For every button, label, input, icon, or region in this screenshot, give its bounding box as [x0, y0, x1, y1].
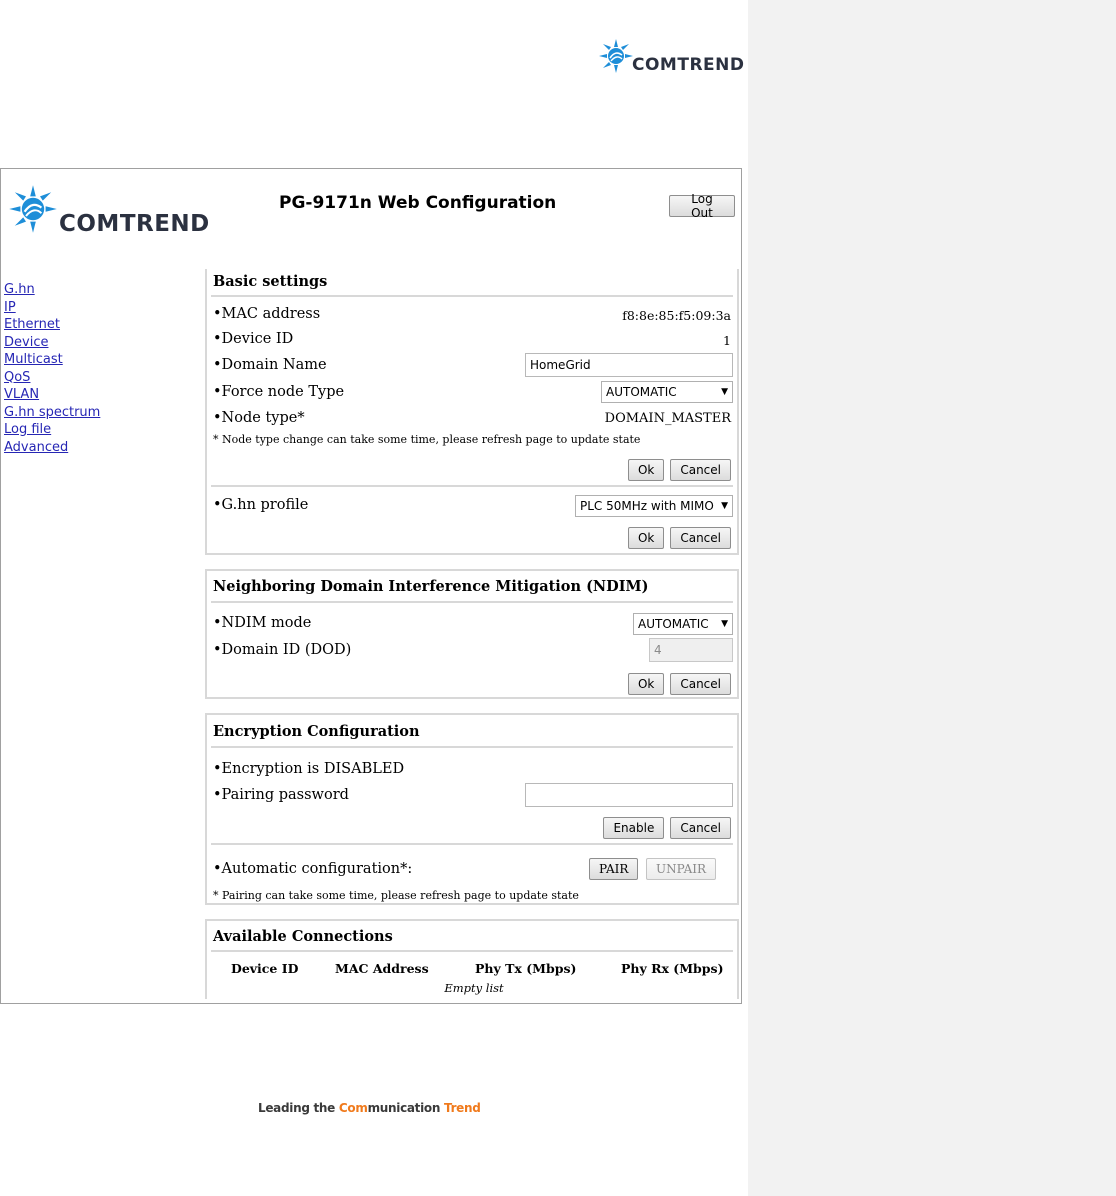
pairing-password-label: •Pairing password	[213, 787, 349, 803]
device-id-value: 1	[723, 333, 731, 348]
ndim-mode-label: •NDIM mode	[213, 615, 312, 631]
nav-link-multicast[interactable]: Multicast	[4, 352, 63, 367]
ndim-button-row	[628, 673, 731, 695]
pair-button[interactable]: PAIR	[589, 858, 638, 880]
comtrend-burst-icon	[5, 181, 61, 237]
select-value: PLC 50MHz with MIMO	[580, 499, 714, 513]
cancel-button[interactable]: Cancel	[670, 673, 731, 695]
divider	[211, 746, 733, 748]
mac-address-label: •MAC address	[213, 306, 321, 322]
logout-button[interactable]: Log Out	[669, 195, 735, 217]
domain-name-input[interactable]	[525, 353, 733, 377]
mac-address-value: f8:8e:85:f5:09:3a	[622, 308, 731, 323]
automatic-configuration-label: •Automatic configuration*:	[213, 861, 413, 877]
section-title: Encryption Configuration	[213, 723, 420, 740]
ghn-profile-select[interactable]	[575, 495, 733, 517]
divider	[211, 601, 733, 603]
divider	[211, 295, 733, 297]
domain-name-label: •Domain Name	[213, 357, 327, 373]
tagline-part: munication	[367, 1101, 444, 1115]
pairing-note: * Pairing can take some time, please refresh page to update state	[213, 889, 579, 902]
pairing-password-input[interactable]	[525, 783, 733, 807]
node-type-value: DOMAIN_MASTER	[604, 411, 731, 426]
empty-list-text: Empty list	[444, 981, 504, 995]
section-title: Available Connections	[213, 928, 393, 945]
column-header-phy-rx: Phy Rx (Mbps)	[621, 961, 724, 976]
encryption-status: •Encryption is DISABLED	[213, 761, 405, 777]
device-id-label: •Device ID	[213, 331, 294, 347]
page-title: PG-9171n Web Configuration	[279, 193, 557, 213]
encryption-section	[205, 713, 739, 905]
chevron-down-icon: ▼	[721, 619, 728, 629]
column-header-device-id: Device ID	[231, 961, 299, 976]
basic-button-row	[628, 459, 731, 481]
footer-tagline	[258, 1101, 481, 1115]
nav-link-log-file[interactable]: Log file	[4, 422, 52, 437]
encryption-button-row	[603, 817, 731, 839]
divider	[211, 843, 733, 845]
nav-link-device[interactable]: Device	[4, 334, 49, 350]
brand-wordmark: COMTREND	[59, 211, 210, 237]
force-node-type-label: •Force node Type	[213, 384, 345, 400]
unpair-button[interactable]: UNPAIR	[646, 858, 716, 880]
domain-id-input[interactable]	[649, 638, 733, 662]
node-type-label: •Node type*	[213, 410, 305, 426]
select-value: AUTOMATIC	[606, 385, 677, 399]
page-margin-band	[748, 0, 1116, 1196]
cancel-button[interactable]: Cancel	[670, 459, 731, 481]
connections-section	[205, 919, 739, 999]
chevron-down-icon: ▼	[721, 387, 728, 397]
domain-id-label: •Domain ID (DOD)	[213, 642, 352, 658]
nav-link-ethernet[interactable]: Ethernet	[4, 317, 60, 332]
node-type-note: * Node type change can take some time, please refresh page to update state	[213, 433, 641, 446]
profile-button-row	[628, 527, 731, 549]
comtrend-logo	[5, 181, 210, 237]
select-value: AUTOMATIC	[638, 617, 709, 631]
cancel-button[interactable]: Cancel	[670, 817, 731, 839]
basic-settings-section	[205, 269, 739, 555]
nav-link-ghn-spectrum[interactable]: G.hn spectrum	[4, 404, 101, 420]
column-header-mac-address: MAC Address	[335, 961, 429, 976]
chevron-down-icon: ▼	[721, 501, 728, 511]
section-title: Basic settings	[213, 273, 328, 290]
nav-link-advanced[interactable]: Advanced	[4, 439, 69, 455]
ghn-profile-label: •G.hn profile	[213, 497, 309, 513]
cancel-button[interactable]: Cancel	[670, 527, 731, 549]
ok-button[interactable]: Ok	[628, 527, 664, 549]
tagline-highlight: Com	[338, 1101, 368, 1115]
tagline-part: Leading the	[258, 1101, 339, 1115]
nav-link-qos[interactable]: QoS	[4, 369, 31, 385]
nav-link-ghn[interactable]: G.hn	[4, 282, 35, 297]
ndim-mode-select[interactable]	[633, 613, 733, 635]
force-node-type-select[interactable]	[601, 381, 733, 403]
comtrend-logo-top	[596, 36, 744, 76]
ndim-section	[205, 569, 739, 699]
divider	[211, 950, 733, 952]
column-header-phy-tx: Phy Tx (Mbps)	[475, 961, 577, 976]
enable-button[interactable]: Enable	[603, 817, 664, 839]
sidebar-nav	[4, 281, 100, 456]
section-title: Neighboring Domain Interference Mitigation (NDIM)	[213, 578, 649, 595]
web-config-window	[0, 168, 742, 1004]
ok-button[interactable]: Ok	[628, 459, 664, 481]
nav-link-vlan[interactable]: VLAN	[4, 387, 40, 402]
comtrend-burst-icon	[596, 36, 636, 76]
nav-link-ip[interactable]: IP	[4, 299, 16, 315]
ok-button[interactable]: Ok	[628, 673, 664, 695]
divider	[211, 485, 733, 487]
brand-wordmark: COMTREND	[632, 55, 745, 75]
tagline-highlight: Trend	[444, 1101, 481, 1115]
